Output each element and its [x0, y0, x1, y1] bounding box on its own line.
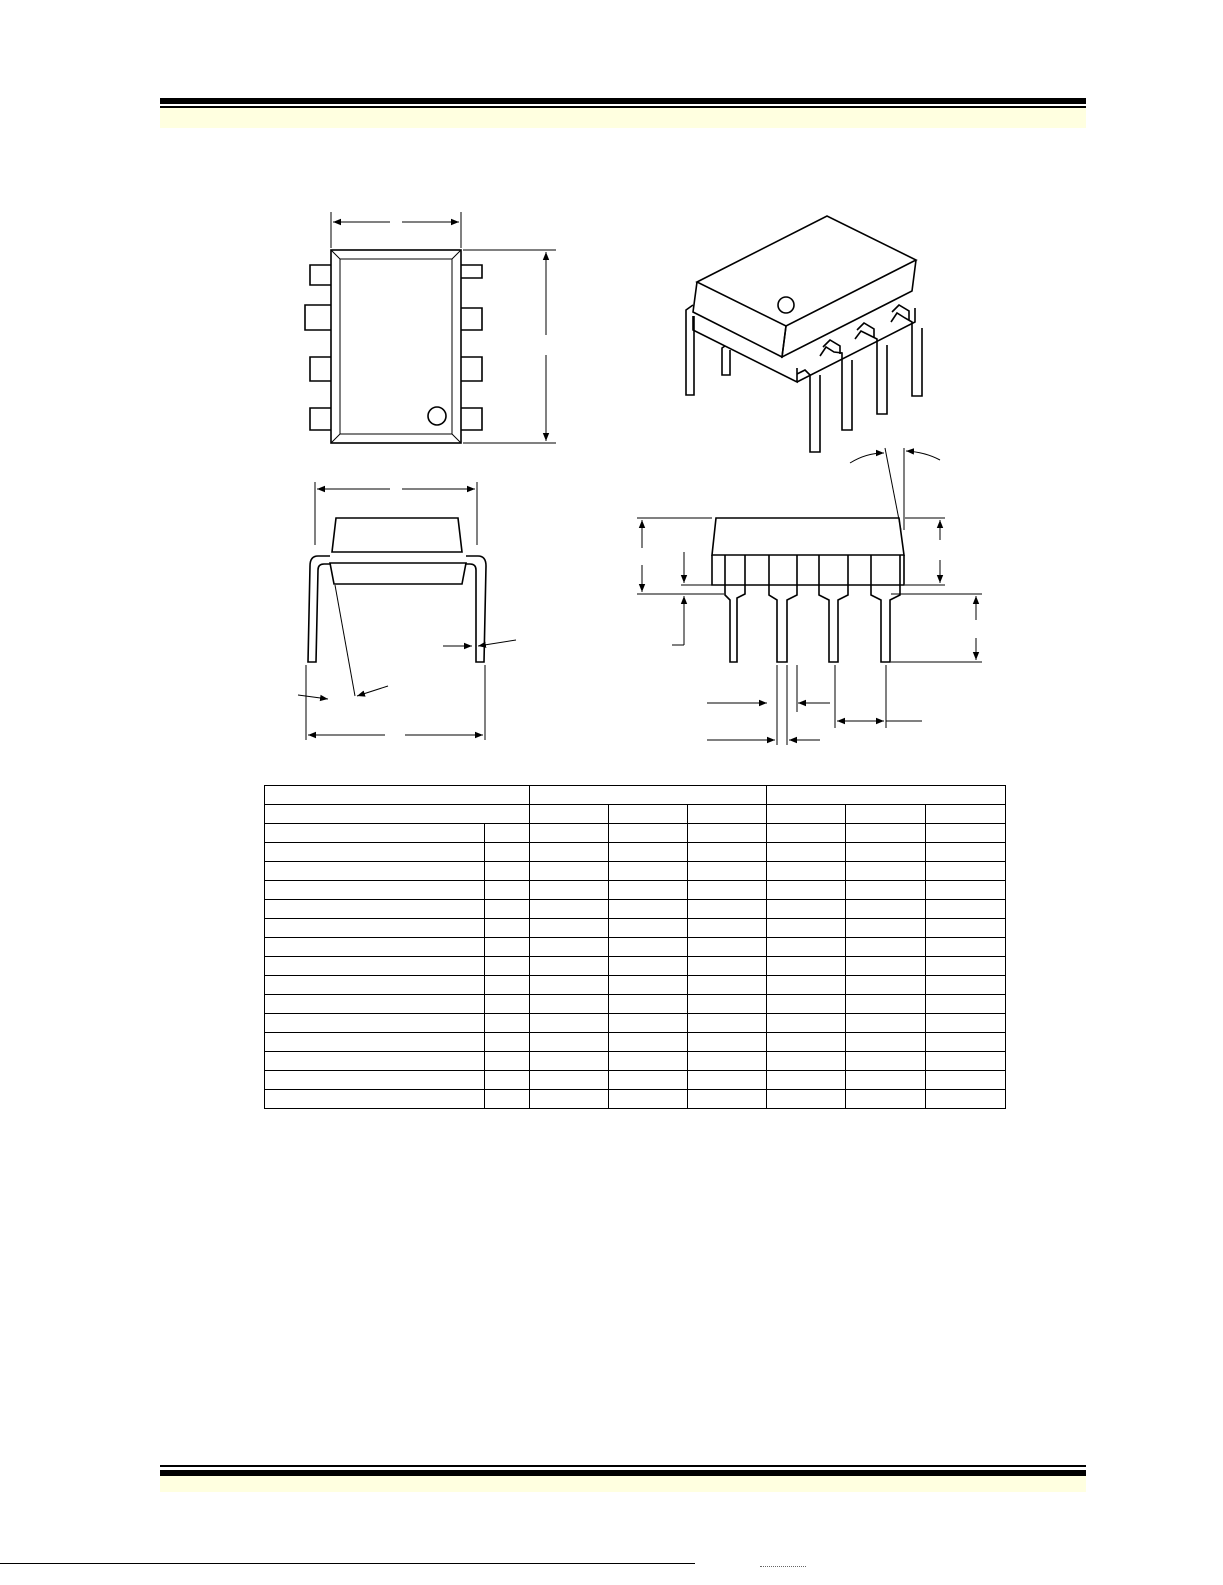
table-cell — [688, 957, 767, 976]
table-cell — [767, 862, 846, 881]
end-view — [298, 482, 516, 740]
table-cell — [265, 824, 485, 843]
table-cell — [846, 976, 926, 995]
table-cell — [688, 1014, 767, 1033]
table-row — [265, 1033, 1006, 1052]
table-cell — [485, 957, 530, 976]
table-cell — [767, 1014, 846, 1033]
table-cell — [530, 1071, 609, 1090]
package-drawing — [0, 0, 1223, 780]
limit-cell — [926, 805, 1006, 824]
table-cell — [688, 843, 767, 862]
table-cell — [767, 843, 846, 862]
table-cell — [485, 824, 530, 843]
table-cell — [688, 1090, 767, 1109]
limit-cell — [609, 805, 688, 824]
limit-cell — [688, 805, 767, 824]
limit-cell — [530, 805, 609, 824]
table-cell — [846, 938, 926, 957]
table-cell — [265, 995, 485, 1014]
table-cell — [609, 824, 688, 843]
table-cell — [609, 919, 688, 938]
table-cell — [688, 1033, 767, 1052]
top-view-right-pins — [461, 265, 482, 430]
table-row — [265, 900, 1006, 919]
table-cell — [530, 957, 609, 976]
limits-label-cell — [265, 805, 530, 824]
table-cell — [265, 938, 485, 957]
table-cell — [688, 1071, 767, 1090]
table-cell — [767, 957, 846, 976]
table-cell — [767, 919, 846, 938]
table-cell — [767, 1033, 846, 1052]
table-cell — [530, 919, 609, 938]
table-cell — [688, 1052, 767, 1071]
table-cell — [265, 1014, 485, 1033]
inches-group-cell — [530, 786, 767, 805]
table-cell — [846, 995, 926, 1014]
table-cell — [688, 938, 767, 957]
table-cell — [609, 881, 688, 900]
top-view — [305, 212, 556, 443]
table-cell — [926, 938, 1006, 957]
table-cell — [926, 862, 1006, 881]
table-cell — [767, 976, 846, 995]
footer-band — [160, 1476, 1086, 1492]
table-row — [265, 862, 1006, 881]
table-cell — [485, 1071, 530, 1090]
table-cell — [609, 843, 688, 862]
table-cell — [767, 1090, 846, 1109]
table-cell — [846, 843, 926, 862]
pin1-marker-icon — [428, 407, 446, 425]
table-cell — [926, 881, 1006, 900]
table-cell — [688, 919, 767, 938]
table-cell — [846, 1071, 926, 1090]
table-cell — [926, 1090, 1006, 1109]
table-cell — [609, 1014, 688, 1033]
millimeters-group-cell — [767, 786, 1006, 805]
table-cell — [688, 824, 767, 843]
table-cell — [609, 1033, 688, 1052]
table-cell — [926, 900, 1006, 919]
table-cell — [265, 1033, 485, 1052]
table-cell — [265, 976, 485, 995]
table-cell — [530, 995, 609, 1014]
table-cell — [485, 1090, 530, 1109]
table-cell — [609, 938, 688, 957]
table-cell — [926, 1052, 1006, 1071]
table-cell — [530, 843, 609, 862]
table-row — [265, 995, 1006, 1014]
table-cell — [530, 862, 609, 881]
table-cell — [688, 862, 767, 881]
footer-rule — [160, 1465, 1086, 1492]
table-cell — [846, 1033, 926, 1052]
table-row — [265, 1052, 1006, 1071]
limit-cell — [767, 805, 846, 824]
table-cell — [265, 862, 485, 881]
table-cell — [265, 900, 485, 919]
table-cell — [609, 995, 688, 1014]
table-cell — [265, 957, 485, 976]
table-cell — [485, 862, 530, 881]
table-cell — [485, 843, 530, 862]
end-view-lower-body — [330, 563, 466, 584]
footer-baseline — [0, 1563, 695, 1564]
table-cell — [767, 1071, 846, 1090]
table-cell — [846, 824, 926, 843]
table-cell — [846, 957, 926, 976]
table-cell — [609, 862, 688, 881]
table-cell — [767, 881, 846, 900]
table-header-limits — [265, 805, 1006, 824]
side-view-upper-body — [712, 518, 904, 555]
table-cell — [926, 1071, 1006, 1090]
side-view-lower-body — [712, 555, 904, 585]
table-cell — [767, 938, 846, 957]
table-cell — [485, 995, 530, 1014]
table-cell — [688, 881, 767, 900]
table-cell — [846, 1090, 926, 1109]
table-cell — [609, 1090, 688, 1109]
table-row — [265, 843, 1006, 862]
table-cell — [530, 824, 609, 843]
table-cell — [485, 881, 530, 900]
table-body — [265, 824, 1006, 1109]
table-row — [265, 976, 1006, 995]
table-row — [265, 938, 1006, 957]
table-cell — [846, 919, 926, 938]
table-cell — [265, 1052, 485, 1071]
table-row — [265, 881, 1006, 900]
footer-fragment — [760, 1566, 806, 1573]
table-cell — [265, 919, 485, 938]
table-cell — [530, 881, 609, 900]
table-cell — [846, 1014, 926, 1033]
side-view-leads — [725, 555, 900, 662]
limit-cell — [846, 805, 926, 824]
table-row — [265, 1071, 1006, 1090]
table-cell — [530, 1033, 609, 1052]
table-cell — [485, 976, 530, 995]
iso-pin1-marker-icon — [778, 297, 794, 313]
table-cell — [265, 1090, 485, 1109]
table-cell — [485, 919, 530, 938]
table-row — [265, 1014, 1006, 1033]
table-cell — [485, 1052, 530, 1071]
table-cell — [926, 843, 1006, 862]
table-row — [265, 824, 1006, 843]
table-cell — [485, 1014, 530, 1033]
table-cell — [530, 938, 609, 957]
table-row — [265, 1090, 1006, 1109]
end-view-upper-body — [332, 518, 462, 552]
table-cell — [688, 995, 767, 1014]
table-cell — [530, 900, 609, 919]
table-cell — [530, 1014, 609, 1033]
table-cell — [485, 938, 530, 957]
table-cell — [485, 900, 530, 919]
table-row — [265, 919, 1006, 938]
table-cell — [485, 1033, 530, 1052]
table-cell — [530, 976, 609, 995]
table-cell — [926, 995, 1006, 1014]
isometric-view — [686, 216, 922, 452]
table-cell — [609, 1052, 688, 1071]
table-cell — [530, 1052, 609, 1071]
table-cell — [767, 1052, 846, 1071]
table-cell — [846, 881, 926, 900]
table-cell — [767, 995, 846, 1014]
table-cell — [688, 976, 767, 995]
table-cell — [926, 957, 1006, 976]
top-view-body — [331, 250, 461, 443]
table-cell — [530, 1090, 609, 1109]
table-cell — [767, 900, 846, 919]
table-cell — [846, 1052, 926, 1071]
table-cell — [265, 881, 485, 900]
table-cell — [846, 862, 926, 881]
iso-top-face — [697, 216, 916, 326]
dimension-table — [264, 785, 1006, 1109]
table-cell — [609, 900, 688, 919]
table-row — [265, 957, 1006, 976]
side-view — [637, 448, 982, 745]
table-cell — [265, 843, 485, 862]
table-cell — [926, 824, 1006, 843]
table-cell — [265, 1071, 485, 1090]
table-cell — [926, 1014, 1006, 1033]
table-header-units — [265, 786, 1006, 805]
table-cell — [846, 900, 926, 919]
table-cell — [688, 900, 767, 919]
table-cell — [609, 957, 688, 976]
units-label-cell — [265, 786, 530, 805]
table-cell — [926, 1033, 1006, 1052]
top-view-left-pins — [305, 265, 331, 430]
table-cell — [926, 919, 1006, 938]
table-cell — [926, 976, 1006, 995]
table-cell — [767, 824, 846, 843]
table-cell — [609, 1071, 688, 1090]
table-cell — [609, 976, 688, 995]
end-view-left-lead — [308, 556, 330, 662]
